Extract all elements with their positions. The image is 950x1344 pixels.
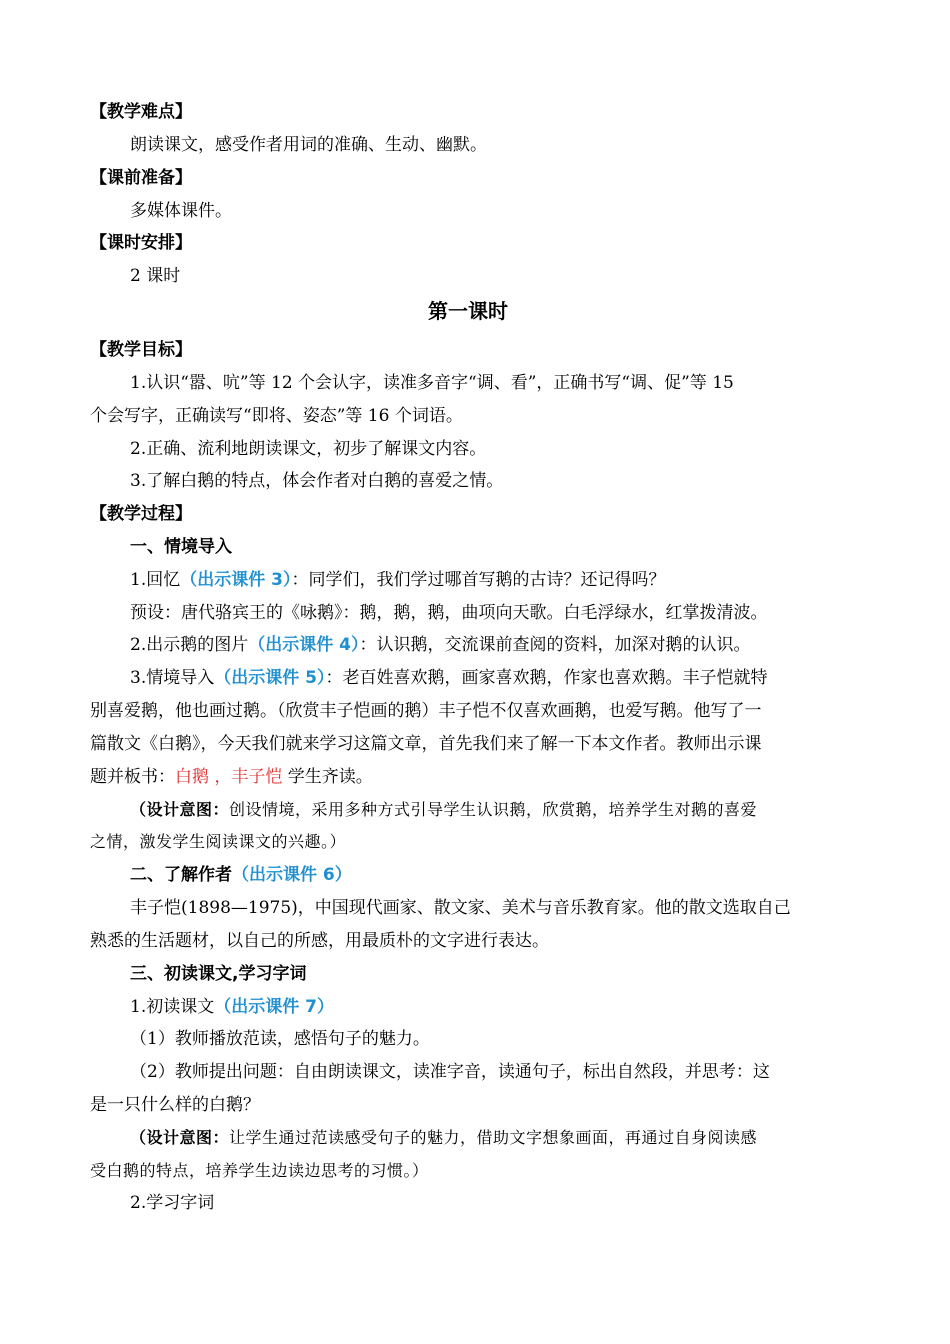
goal-3: 3.了解白鹅的特点，体会作者对白鹅的喜爱之情。 [130,471,504,491]
part3-step1-a: （1）教师播放范读，感悟句子的魅力。 [130,1029,430,1049]
lesson-title: 第一课时 [428,299,508,323]
part1-item2-post: ：认识鹅，交流课前查阅的资料，加深对鹅的认识。 [359,635,751,655]
heading-difficulty: 【教学难点】 [90,102,192,122]
part2-heading-line [130,864,352,886]
part1-intent-line1 [130,799,757,821]
part3-step1-b-line2: 是一只什么样的白鹅？ [90,1095,260,1115]
part3-step1 [130,996,334,1018]
heading-goals: 【教学目标】 [90,340,192,360]
goal-2: 2.正确、流利地朗读课文，初步了解课文内容。 [130,439,487,459]
board-writing: 白鹅 ，丰子恺 [175,767,283,787]
part1-item1-post: ：同学们，我们学过哪首写鹅的古诗？还记得吗？ [291,570,666,590]
heading-preparation: 【课前准备】 [90,168,192,188]
difficulty-text: 朗读课文，感受作者用词的准确、生动、幽默。 [130,135,487,155]
part1-item3-line1 [130,667,767,689]
slide-ref-4: （出示课件 4） [248,635,360,655]
slide-ref-5: （出示课件 5） [214,668,326,688]
part3-intent-line2: 受白鹅的特点，培养学生边读边思考的习惯。） [90,1161,429,1180]
slide-ref-6: （出示课件 6） [232,865,352,885]
part1-item3-line4 [90,766,373,788]
part2-line1: 丰子恺(1898—1975)，中国现代画家、散文家、美术与音乐教育家。他的散文选取自己 [130,898,791,918]
part1-intent-line2: 之情，激发学生阅读课文的兴趣。） [90,832,347,851]
slide-ref-7: （出示课件 7） [214,997,334,1017]
schedule-text: 2 课时 [130,266,181,286]
goal-1-line-2: 个会写字，正确读写“即将、姿态”等 16 个词语。 [90,406,463,426]
part1-item1 [130,569,665,591]
part3-intent-label: （设计意图： [130,1128,230,1147]
part1-item3-line2: 别喜爱鹅，他也画过鹅。（欣赏丰子恺画的鹅）丰子恺不仅喜欢画鹅，也爱写鹅。他写了一 [90,701,762,721]
heading-schedule: 【课时安排】 [90,233,192,253]
part1-item2 [130,634,750,656]
part1-item1-pre: 1.回忆 [130,570,181,590]
part1-item3-line4-post: 学生齐读。 [282,767,373,787]
part1-item3-pre: 3.情境导入 [130,668,215,688]
part1-intent-label: （设计意图： [130,800,230,819]
part3-heading: 三、初读课文,学习字词 [130,964,307,984]
part3-step1-b-line1: （2）教师提出问题：自由朗读课文，读准字音，读通句子，标出自然段，并思考：这 [130,1062,770,1082]
part1-item2-pre: 2.出示鹅的图片 [130,635,249,655]
part2-heading: 二、了解作者 [130,865,232,885]
heading-process: 【教学过程】 [90,504,192,524]
part3-step1-pre: 1.初读课文 [130,997,215,1017]
part3-step2: 2.学习字词 [130,1193,215,1213]
part1-heading: 一、情境导入 [130,537,232,557]
part1-item3-post: ：老百姓喜欢鹅，画家喜欢鹅，作家也喜欢鹅。丰子恺就特 [325,668,768,688]
goal-1-line-1: 1.认识“嚣、吭”等 12 个会认字，读准多音字“调、看”，正确书写“调、促”等 15 [130,373,734,393]
part3-intent-text1: 让学生通过范读感受句子的魅力，借助文字想象画面，再通过自身阅读感 [229,1128,758,1147]
part3-intent-line1 [130,1127,757,1149]
part1-item3-line3: 篇散文《白鹅》，今天我们就来学习这篇文章，首先我们来了解一下本文作者。教师出示课 [90,734,762,754]
part1-preset: 预设：唐代骆宾王的《咏鹅》：鹅，鹅，鹅，曲项向天歌。白毛浮绿水，红掌拨清波。 [130,603,768,623]
part1-item3-line4-pre: 题并板书： [90,767,175,787]
slide-ref-3: （出示课件 3） [180,570,292,590]
part1-intent-text1: 创设情境，采用多种方式引导学生认识鹅，欣赏鹅，培养学生对鹅的喜爱 [229,800,758,819]
part2-line2: 熟悉的生活题材，以自己的所感，用最质朴的文字进行表达。 [90,931,549,951]
preparation-text: 多媒体课件。 [130,201,232,221]
